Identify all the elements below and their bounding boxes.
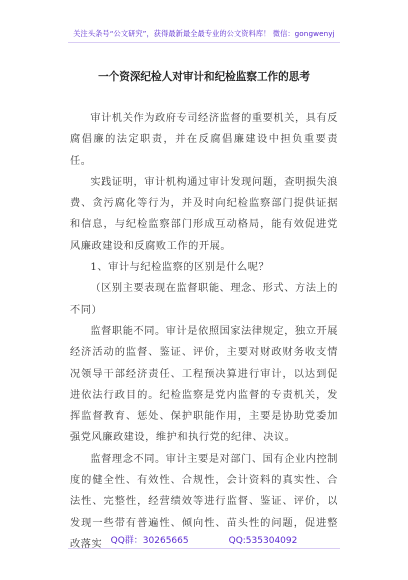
footer-contact <box>0 533 408 546</box>
paragraph: 监督理念不同。审计主要是对部门、国有企业内控制度的健全性、有效性、合规性，会计资料的真实性、合法性、完整性，经营绩效等进行监督、鉴证、评价，以发现一些带有普遍性、倾向性、苗头性的问题，促进整改落实 <box>70 453 338 550</box>
footer-divider <box>68 548 340 549</box>
qq-group-number: QQ群：30265665 <box>110 536 189 546</box>
paragraph: （区别主要表现在监督职能、理念、形式、方法上的不同） <box>70 283 338 316</box>
paragraph: 审计机关作为政府专司经济监督的重要机关，具有反腐倡廉的法定职责，并在反腐倡廉建设中担负重要责任。 <box>70 113 338 167</box>
paragraph: 1、审计与纪检监察的区别是什么呢？ <box>90 262 270 274</box>
document-title: 一个资深纪检人对审计和纪检监察工作的思考 <box>98 71 310 83</box>
qq-number: QQ:535304092 <box>228 536 298 546</box>
header-divider <box>68 42 340 43</box>
header-banner: 关注头条号“公文研究”，获得最新最全最专业的公文资料库！ 微信：gongwenyj <box>73 29 335 38</box>
paragraph: 监督职能不同。审计是依照国家法律规定，独立开展经济活动的监督、鉴证、评价，主要对财政财务收支情况领导干部经济责任、工程预决算进行审计，以达到促进依法行政目的。纪检监察是党内监督的专责机关，发挥监督教育、惩处、保护职能作用，主要是协助党委加强党风廉政建设，维护和执行党的纪律、决议。 <box>70 325 338 444</box>
paragraph: 实践证明，审计机构通过审计发现问题，查明损失浪费、贪污腐化等行为，并及时向纪检监察部门提供证据和信息，与纪检监察部门形成互动格局，能有效促进党风廉政建设和反腐败工作的开展。 <box>70 176 338 252</box>
document-body <box>70 108 338 555</box>
